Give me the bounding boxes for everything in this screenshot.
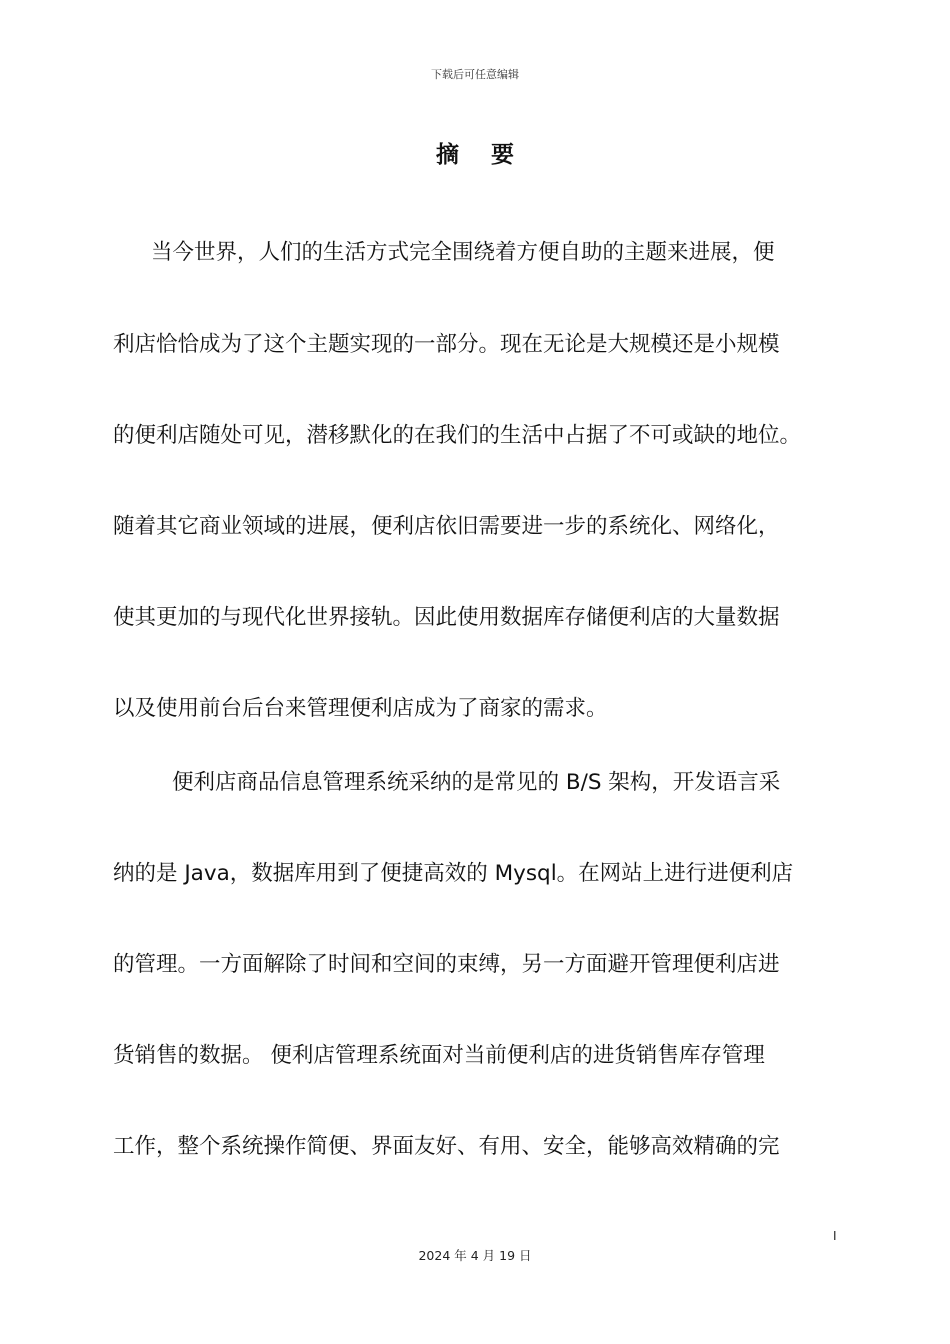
body-line-2: 利店恰恰成为了这个主题实现的一部分。现在无论是大规模还是小规模 <box>113 332 780 357</box>
header-note: 下载后可任意编辑 <box>431 68 519 81</box>
body-line-5: 使其更加的与现代化世界接轨。因此使用数据库存储便利店的大量数据 <box>113 605 780 630</box>
body-line-3: 的便利店随处可见，潜移默化的在我们的生活中占据了不可或缺的地位。 <box>113 423 802 448</box>
footer-date: 2024 年 4 月 19 日 <box>418 1248 532 1263</box>
abstract-title: 摘 要 <box>435 142 526 168</box>
body-line-11: 工作，整个系统操作简便、界面友好、有用、安全，能够高效精确的完 <box>113 1134 780 1159</box>
body-line-4: 随着其它商业领域的进展，便利店依旧需要进一步的系统化、网络化， <box>113 514 780 539</box>
body-line-9: 的管理。一方面解除了时间和空间的束缚，另一方面避开管理便利店进 <box>113 952 780 977</box>
body-line-1: 当今世界，人们的生活方式完全围绕着方便自助的主题来进展，便 <box>151 240 775 265</box>
body-line-7: 便利店商品信息管理系统采纳的是常见的 B/S 架构，开发语言采 <box>172 770 781 795</box>
body-line-8: 纳的是 Java，数据库用到了便捷高效的 Mysql。在网站上进行进便利店 <box>113 861 794 886</box>
page-number: I <box>833 1229 837 1243</box>
body-line-6: 以及使用前台后台来管理便利店成为了商家的需求。 <box>113 696 608 721</box>
body-line-10: 货销售的数据。 便利店管理系统面对当前便利店的进货销售库存管理 <box>113 1043 765 1068</box>
